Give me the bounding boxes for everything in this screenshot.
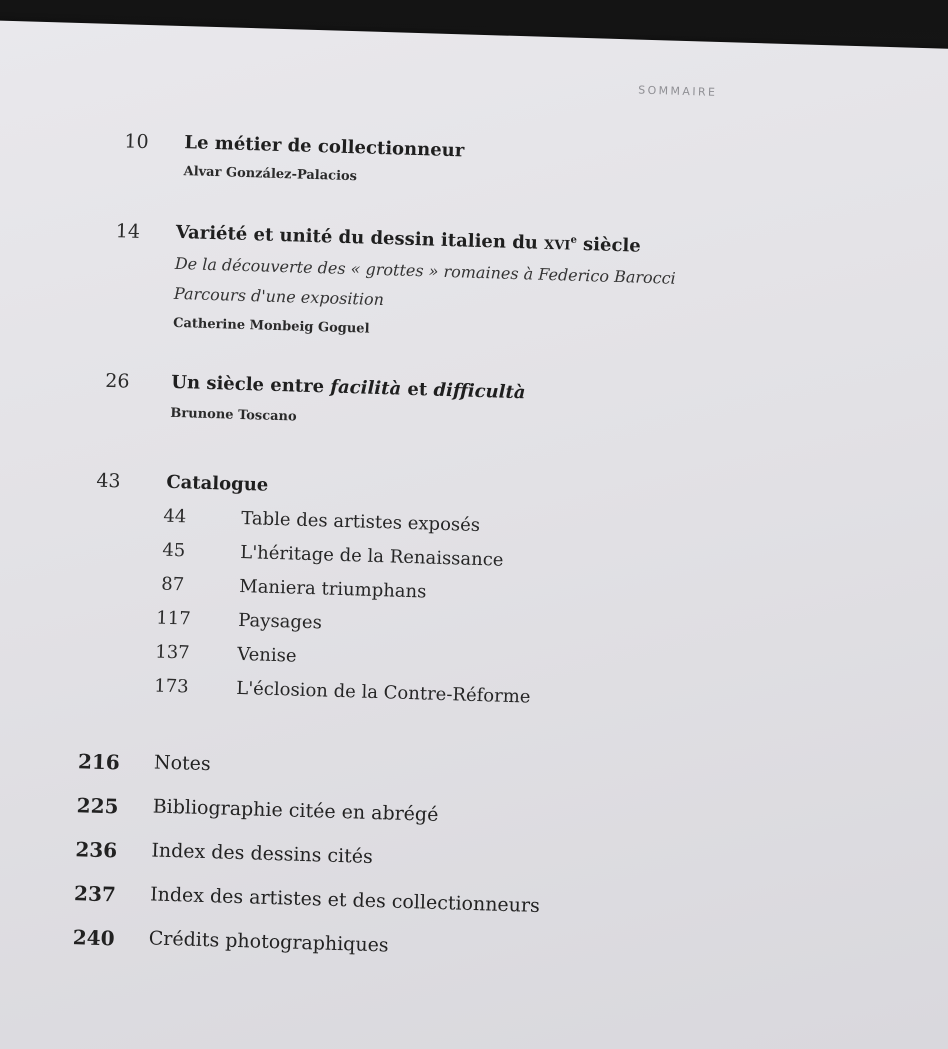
title-text-end: siècle (582, 233, 642, 257)
page-number: 26 (105, 369, 130, 393)
item-label: L'héritage de la Renaissance (240, 541, 504, 571)
page-number: 14 (115, 220, 141, 243)
entry-title (171, 372, 526, 404)
book-page (0, 20, 948, 1049)
page-number: 10 (124, 130, 149, 154)
entry-subtitle: De la découverte des « grottes » romaines à Federico Barocci (174, 253, 676, 288)
item-label: Crédits photographiques (148, 927, 389, 957)
title-text: Un siècle entre (171, 371, 325, 398)
page-number: 240 (72, 925, 115, 951)
title-text: et (407, 378, 428, 401)
entry-author: Brunone Toscano (170, 405, 297, 425)
item-label: Table des artistes exposés (241, 507, 481, 537)
title-text: Variété et unité du dessin italien du (175, 221, 539, 254)
title-italic: facilità (330, 376, 402, 400)
page-header: SOMMAIRE (638, 83, 718, 99)
page-number: 236 (75, 837, 118, 863)
title-superscript: e (570, 234, 578, 246)
page-number: 225 (76, 793, 119, 819)
item-label: Paysages (237, 609, 323, 634)
page-number: 44 (163, 505, 187, 528)
page-number: 117 (156, 607, 191, 630)
item-label: Venise (236, 643, 297, 667)
item-label: Notes (153, 751, 212, 776)
title-italic: difficultà (433, 379, 526, 404)
entry-author: Alvar González-Palacios (183, 164, 358, 185)
page-number: 43 (96, 469, 121, 493)
page-number: 87 (161, 573, 185, 596)
entry-subtitle: Parcours d'une exposition (173, 283, 385, 310)
item-label: Index des dessins cités (151, 839, 374, 869)
page-number: 137 (155, 641, 190, 664)
entry-title: Le métier de collectionneur (184, 132, 465, 162)
title-century: xvi (543, 232, 571, 255)
item-label: Maniera triumphans (238, 575, 427, 603)
item-label: Index des artistes et des collectionneurs (149, 883, 541, 917)
page-number: 173 (154, 675, 189, 698)
page-number: 45 (162, 539, 186, 562)
page-number: 216 (77, 749, 121, 775)
entry-title: Catalogue (166, 471, 269, 496)
entry-title (175, 222, 641, 257)
page-number: 237 (73, 881, 117, 907)
entry-author: Catherine Monbeig Goguel (172, 315, 370, 337)
item-label: Bibliographie citée en abrégé (152, 795, 439, 826)
item-label: L'éclosion de la Contre-Réforme (235, 677, 531, 708)
